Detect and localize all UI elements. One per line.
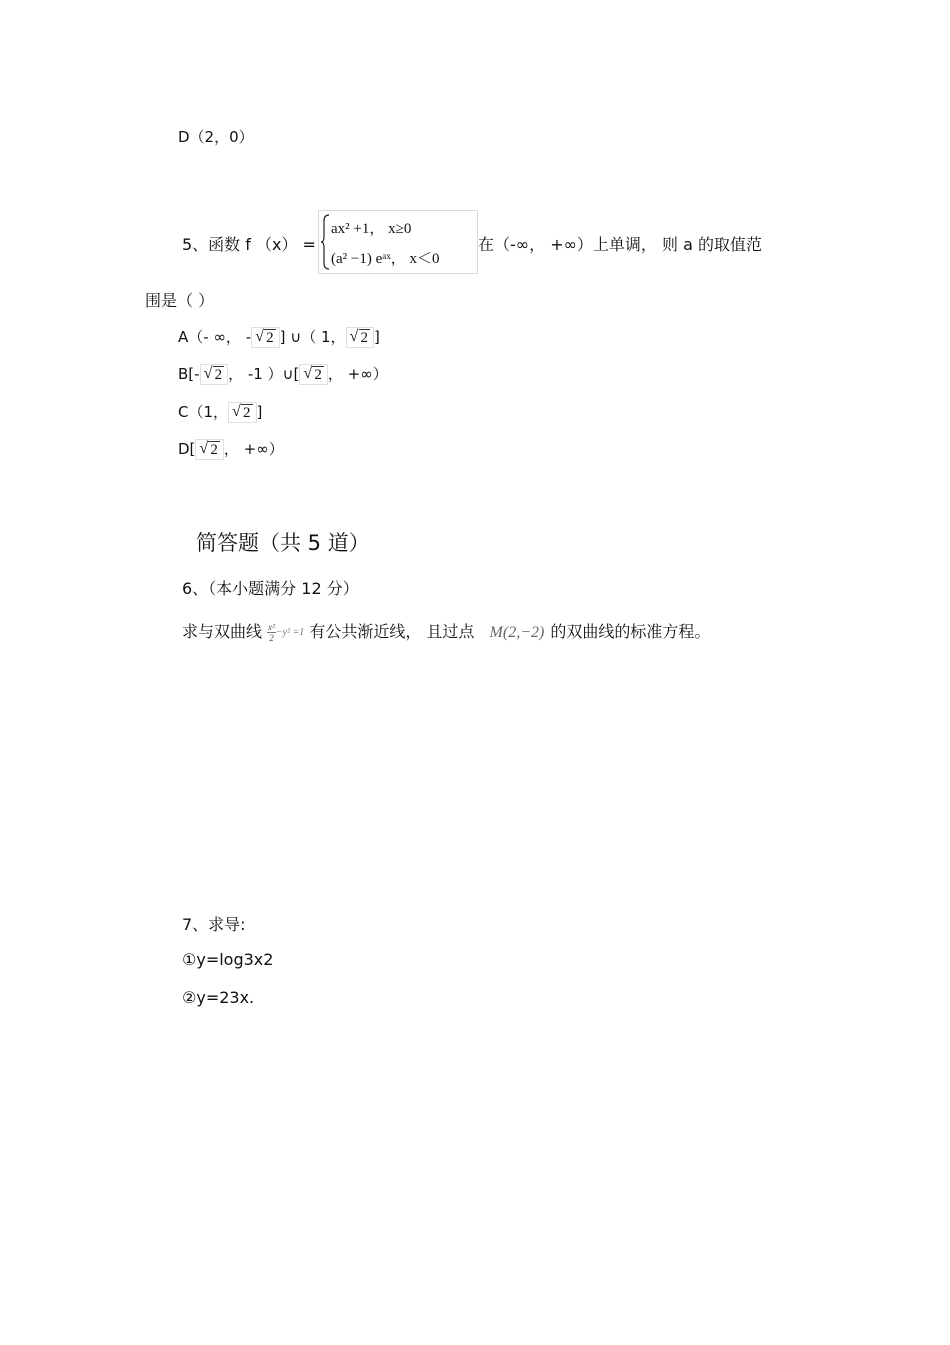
piece-row-2: (a² −1) eᵃˣ， x＜0	[331, 251, 440, 267]
q7-item-2: ②y=23x.	[182, 988, 255, 1007]
q6-header: 6、（本小题满分 12 分）	[182, 579, 359, 598]
option-c-post: ]	[256, 403, 263, 421]
q7-header: 7、求导:	[182, 915, 246, 934]
q7-item-1: ①y=log3x2	[182, 950, 274, 969]
option-b-post: ， +∞）	[327, 365, 388, 383]
piece-row-1: ax² +1， x≥0	[331, 221, 412, 237]
hyperbola-equation: $\frac{\text{x²}}{2}$	[268, 621, 275, 643]
equation-rest: −y² =1	[275, 627, 305, 638]
option-d	[178, 438, 284, 460]
option-a	[178, 326, 380, 348]
q5-prefix: 5、函数 f （x） =	[182, 235, 316, 254]
q5-line2: 围是（ ）	[145, 291, 215, 310]
q6-text-pre: 求与双曲线	[182, 622, 263, 641]
piecewise-function	[318, 210, 478, 274]
option-a-pre: A（- ∞， -	[178, 328, 252, 346]
option-a-post: ]	[374, 328, 380, 346]
option-d-pre: D[	[178, 440, 196, 458]
option-c	[178, 401, 262, 423]
q6-text	[182, 619, 710, 644]
option-b-mid: ， -1 ）∪[	[228, 365, 300, 383]
q5-suffix: 在（-∞， +∞）上单调， 则 a 的取值范	[478, 235, 762, 254]
sqrt-icon: √ 2	[350, 330, 371, 347]
option-d-prev: D（2，0）	[178, 128, 254, 146]
brace-icon	[321, 213, 331, 271]
section-heading: 简答题（共 5 道）	[196, 531, 370, 555]
sqrt-icon: √ 2	[255, 330, 276, 347]
q6-text-post: 的双曲线的标准方程。	[550, 622, 711, 641]
option-c-pre: C（1，	[178, 403, 229, 421]
point-m: M(2,−2)	[489, 624, 545, 641]
sqrt-icon: √ 2	[303, 367, 324, 384]
option-d-post: ， +∞）	[223, 440, 284, 458]
option-a-mid: ] ∪（ 1，	[279, 328, 346, 346]
sqrt-icon: √ 2	[204, 367, 225, 384]
sqrt-icon: √ 2	[199, 442, 220, 459]
q6-text-mid: 有公共渐近线， 且过点	[309, 622, 475, 641]
option-b	[178, 363, 388, 385]
sqrt-icon: √ 2	[232, 405, 253, 422]
option-b-pre: B[-	[178, 365, 200, 383]
